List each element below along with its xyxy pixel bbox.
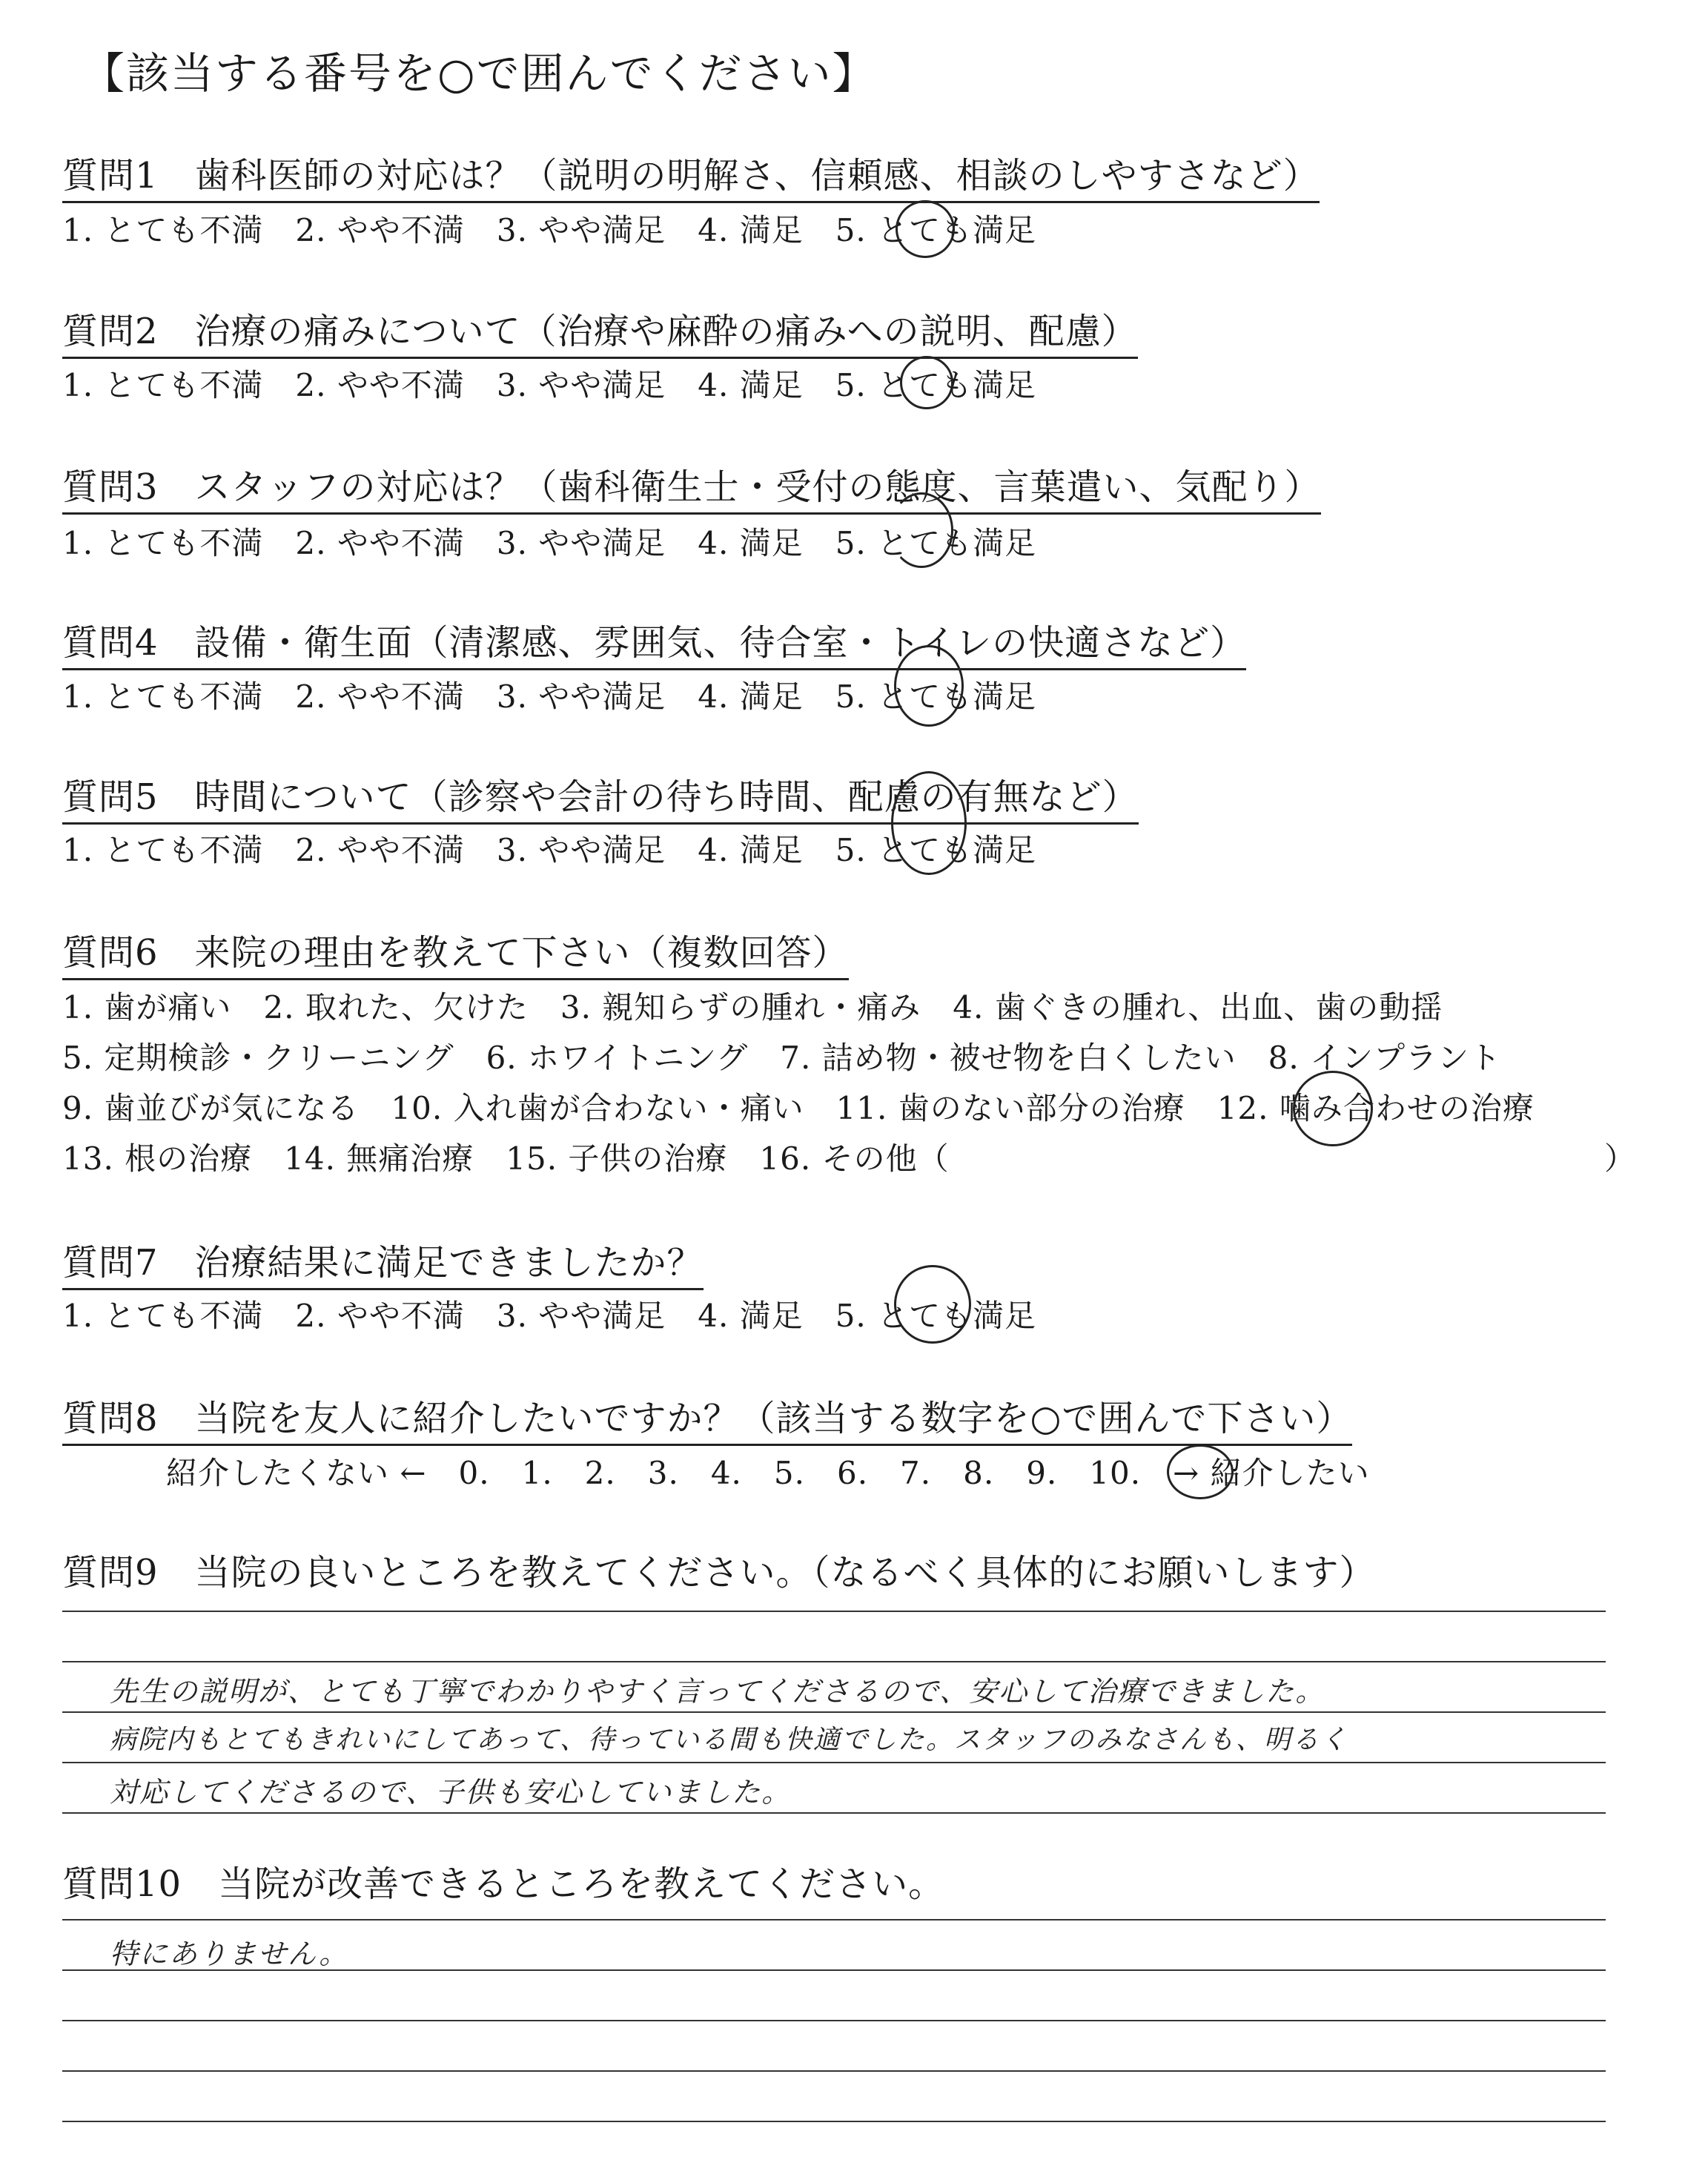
- question-3-options[interactable]: 1. とても不満 2. やや不満 3. やや満足 4. 満足 5. とても満足: [62, 525, 1037, 561]
- question-9-answer-line-3: 対応してくださるので、子供も安心していました。: [110, 1776, 792, 1809]
- question-10-answer-line-1: 特にありません。: [110, 1938, 349, 1970]
- question-3-label: 質問3 スタッフの対応は？（歯科衛生士・受付の態度、言葉遣い、気配り）: [62, 458, 1321, 515]
- question-6-label: 質問6 来院の理由を教えて下さい（複数回答）: [62, 924, 849, 980]
- question-5-options[interactable]: 1. とても不満 2. やや不満 3. やや満足 4. 満足 5. とても満足: [62, 832, 1037, 868]
- question-2-label: 質問2 治療の痛みについて（治療や麻酔の痛みへの説明、配慮）: [62, 303, 1138, 359]
- question-4-selection-circle: [894, 645, 964, 727]
- question-1-label: 質問1 歯科医師の対応は？（説明の明解さ、信頼感、相談のしやすさなど）: [62, 147, 1320, 203]
- question-1-options[interactable]: 1. とても不満 2. やや不満 3. やや満足 4. 満足 5. とても満足: [62, 212, 1037, 248]
- question-6-selection-circle: [1293, 1071, 1373, 1146]
- answer-rule: [62, 1919, 1606, 1920]
- question-8-selection-circle: [1167, 1444, 1234, 1499]
- question-5-selection-circle: [891, 771, 967, 875]
- question-9-answer-line-2: 病院内もとてもきれいにしてあって、待っている間も快適でした。スタッフのみなさんも、明るく: [110, 1725, 1348, 1755]
- question-7-options[interactable]: 1. とても不満 2. やや不満 3. やや満足 4. 満足 5. とても満足: [62, 1298, 1037, 1334]
- question-2-selection-circle: [900, 356, 953, 409]
- question-8-scale[interactable]: 紹介したくない ← 0. 1. 2. 3. 4. 5. 6. 7. 8. 9. 10. → 紹介したい: [166, 1455, 1370, 1491]
- answer-rule: [62, 1661, 1606, 1662]
- question-6-option-line-2[interactable]: 5. 定期検診・クリーニング 6. ホワイトニング 7. 詰め物・被せ物を白くしたい 8. インプラント: [62, 1040, 1502, 1076]
- answer-rule: [62, 1762, 1606, 1763]
- question-6-option-line-1[interactable]: 1. 歯が痛い 2. 取れた、欠けた 3. 親知らずの腫れ・痛み 4. 歯ぐきの腫れ、出血、歯の動揺: [62, 989, 1443, 1025]
- answer-rule: [62, 2070, 1606, 2072]
- question-4-label: 質問4 設備・衛生面（清潔感、雰囲気、待合室・トイレの快適さなど）: [62, 614, 1246, 670]
- question-2-options[interactable]: 1. とても不満 2. やや不満 3. やや満足 4. 満足 5. とても満足: [62, 367, 1037, 403]
- question-6-option-line-4[interactable]: 13. 根の治療 14. 無痛治療 15. 子供の治療 16. その他（: [62, 1140, 950, 1177]
- question-9-answer-line-1: 先生の説明が、とても丁寧でわかりやすく言ってくださるので、安心して治療できました。: [110, 1675, 1325, 1708]
- question-10-label: 質問10 当院が改善できるところを教えてください。: [62, 1863, 945, 1905]
- question-6-other-close-paren: ）: [1604, 1140, 1637, 1177]
- answer-rule: [62, 2121, 1606, 2122]
- question-7-label: 質問7 治療結果に満足できましたか？: [62, 1234, 704, 1290]
- answer-rule: [62, 1611, 1606, 1612]
- answer-rule: [62, 2020, 1606, 2021]
- question-1-selection-circle: [896, 200, 955, 258]
- page-title: 【該当する番号を○で囲んでください】: [82, 48, 877, 99]
- answer-rule: [62, 1812, 1606, 1814]
- question-7-selection-circle: [894, 1265, 971, 1344]
- answer-rule: [62, 1711, 1606, 1713]
- question-3-selection-circle: [890, 492, 953, 568]
- question-8-label: 質問8 当院を友人に紹介したいですか？（該当する数字を○で囲んで下さい）: [62, 1390, 1352, 1446]
- question-5-label: 質問5 時間について（診察や会計の待ち時間、配慮の有無など）: [62, 768, 1139, 825]
- question-9-label: 質問9 当院の良いところを教えてください。（なるべく具体的にお願いします）: [62, 1552, 1376, 1593]
- question-6-option-line-3[interactable]: 9. 歯並びが気になる 10. 入れ歯が合わない・痛い 11. 歯のない部分の治療 12. 噛み合わせの治療: [62, 1090, 1535, 1126]
- question-4-options[interactable]: 1. とても不満 2. やや不満 3. やや満足 4. 満足 5. とても満足: [62, 678, 1037, 715]
